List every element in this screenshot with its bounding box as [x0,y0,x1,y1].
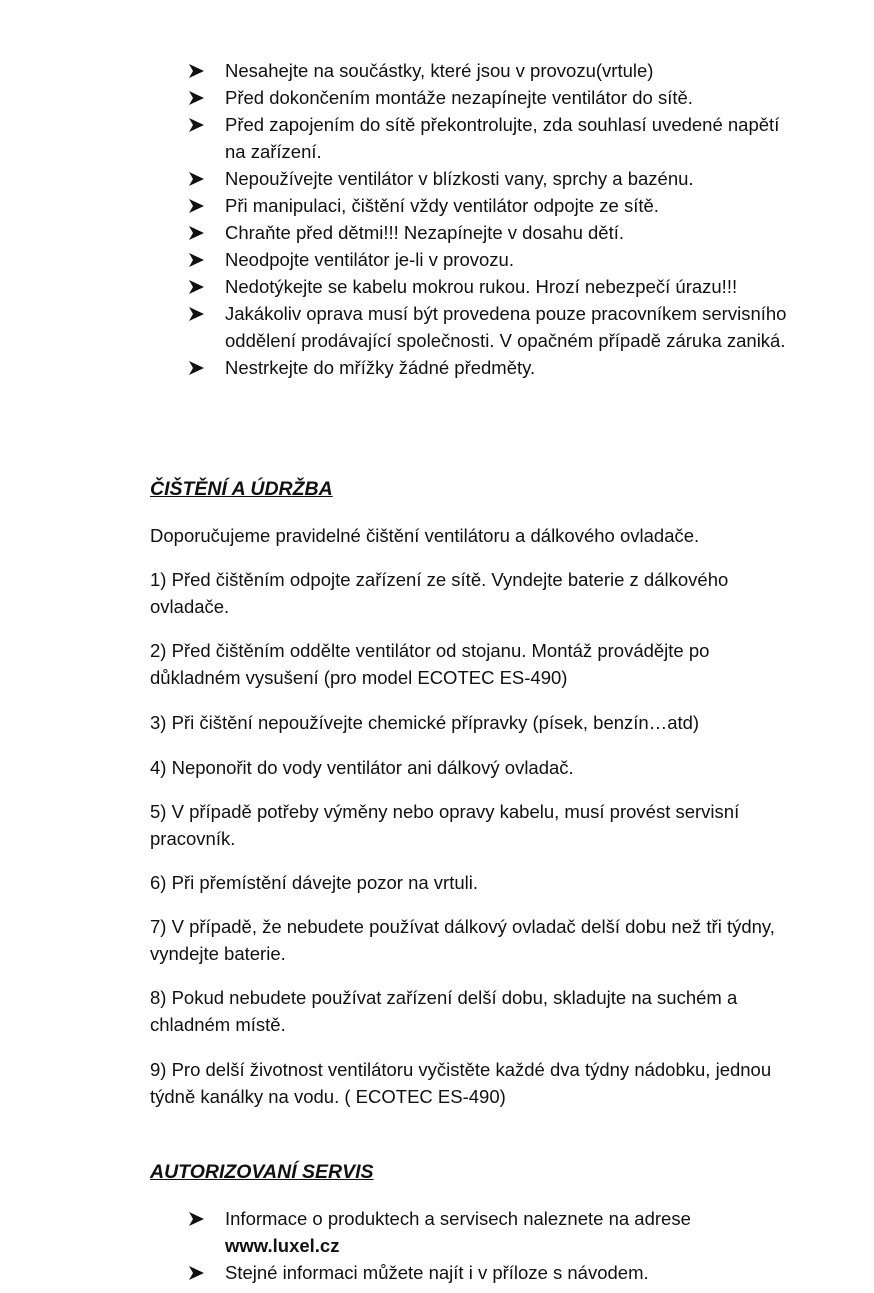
website-link[interactable]: www.luxel.cz [225,1235,340,1256]
cleaning-step: 2) Před čištěním oddělte ventilátor od stojanu. Montáž provádějte po důkladném vysušení (pro model ECOTEC ES-490) [150,640,710,688]
list-item [188,165,788,192]
service-heading: AUTORIZOVANÍ SERVIS [150,1161,374,1183]
arrowhead-bullet-icon [188,165,208,192]
arrowhead-bullet-icon [188,57,208,84]
warning-text: Nesahejte na součástky, které jsou v provozu(vrtule) [225,60,654,81]
cleaning-intro: Doporučujeme pravidelné čištění ventilátoru a dálkového ovladače. [150,525,700,546]
list-item [188,111,788,165]
cleaning-step: 6) Při přemístění dávejte pozor na vrtuli. [150,872,479,893]
warning-text: Před dokončením montáže nezapínejte ventilátor do sítě. [225,87,693,108]
service-info-text: Stejné informaci můžete najít i v příloze s návodem. [225,1262,649,1283]
list-item [188,219,788,246]
warning-text: Před zapojením do sítě překontrolujte, zda souhlasí uvedené napětí na zařízení. [225,114,780,162]
warning-text: Jakákoliv oprava musí být provedena pouze pracovníkem servisního oddělení prodávající společnosti. V opačném případě záruka zaniká. [225,303,787,351]
list-item [188,1205,788,1259]
warning-text: Nedotýkejte se kabelu mokrou rukou. Hrozí nebezpečí úrazu!!! [225,276,738,297]
cleaning-step: 9) Pro delší životnost ventilátoru vyčistěte každé dva týdny nádobku, jednou týdně kanálky na vodu. ( ECOTEC ES-490) [150,1059,772,1107]
service-info-list [188,1205,788,1286]
cleaning-heading: ČIŠTĚNÍ A ÚDRŽBA [150,478,333,500]
list-item [188,246,788,273]
arrowhead-bullet-icon [188,1259,208,1286]
arrowhead-bullet-icon [188,300,208,327]
arrowhead-bullet-icon [188,1205,208,1232]
cleaning-step: 8) Pokud nebudete používat zařízení delší dobu, skladujte na suchém a chladném místě. [150,987,738,1035]
list-item [188,300,788,354]
warning-text: Nepoužívejte ventilátor v blízkosti vany, sprchy a bazénu. [225,168,694,189]
arrowhead-bullet-icon [188,273,208,300]
warning-text: Neodpojte ventilátor je-li v provozu. [225,249,514,270]
arrowhead-bullet-icon [188,111,208,138]
safety-warnings-list [188,57,788,381]
arrowhead-bullet-icon [188,219,208,246]
arrowhead-bullet-icon [188,192,208,219]
arrowhead-bullet-icon [188,84,208,111]
warning-text: Při manipulaci, čištění vždy ventilátor odpojte ze sítě. [225,195,659,216]
cleaning-step: 4) Neponořit do vody ventilátor ani dálkový ovladač. [150,757,574,778]
cleaning-step: 7) V případě, že nebudete používat dálkový ovladač delší dobu než tři týdny, vyndejte baterie. [150,916,775,964]
list-item [188,84,788,111]
list-item [188,1259,788,1286]
list-item [188,354,788,381]
arrowhead-bullet-icon [188,246,208,273]
cleaning-step: 3) Při čištění nepoužívejte chemické přípravky (písek, benzín…atd) [150,712,700,733]
service-info-text: Informace o produktech a servisech naleznete na adrese [225,1208,691,1229]
warning-text: Nestrkejte do mřížky žádné předměty. [225,357,536,378]
list-item [188,273,788,300]
list-item [188,57,788,84]
warning-text: Chraňte před dětmi!!! Nezapínejte v dosahu dětí. [225,222,625,243]
arrowhead-bullet-icon [188,354,208,381]
cleaning-step: 1) Před čištěním odpojte zařízení ze sítě. Vyndejte baterie z dálkového ovladače. [150,569,729,617]
list-item [188,192,788,219]
cleaning-step: 5) V případě potřeby výměny nebo opravy kabelu, musí provést servisní pracovník. [150,801,740,849]
